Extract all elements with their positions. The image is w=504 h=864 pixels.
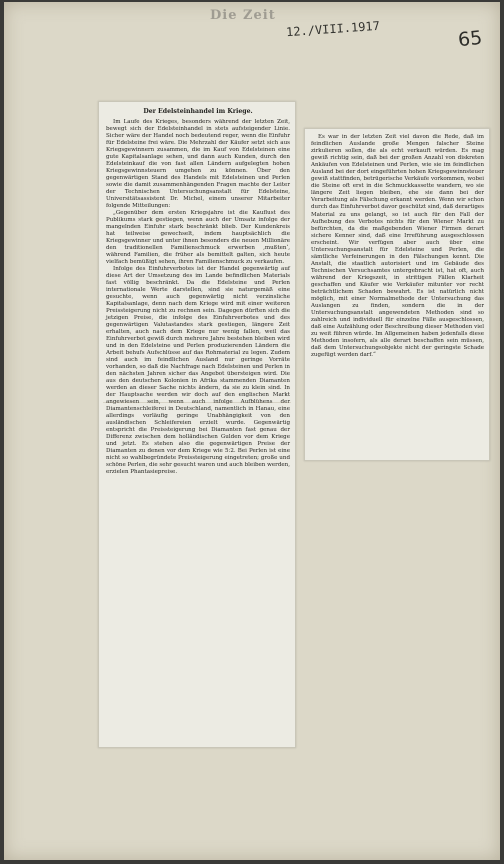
article-paragraph: „Gegenüber dem ersten Kriegsjahre ist die Kauflust des Publikums stark gestiegen, wenn auch der Umsatz infolge der mangelnden Einfuhr stark beschränkt blieb. Der Kundenkreis hat teilweise gewechselt, indem hauptsächlich die Kriegsgewinner und unter ihnen besonders die neuen Millionäre den traditionellen Familienschmuck erwerben ‚mußten‘, während Familien, die früher als bemittelt galten, sich heute vielfach bemüßigt sehen, ihren Familienschmuck zu verkaufen.	[106, 210, 290, 265]
clipping-right-column	[304, 128, 490, 461]
article-headline: Der Edelsteinhandel im Kriege.	[143, 108, 253, 115]
article-paragraph: Im Laufe des Krieges, besonders während der letzten Zeit, bewegt sich der Edelsteinhandel in stets aufsteigender Linie. Sicher wäre der Handel noch bedeutend reger, wenn die Einfuhr für Edelsteine frei wäre. Die Mehrzahl der Käufer setzt sich aus Kriegsgewinnern zusammen, die im Kauf von Edelsteinen eine gute Kapitalsanlage sehen, und dann auch Kunden, durch den Edelsteinkauf die von fast allen Ländern aufgelegten hohen Kriegsgewinnsteuern umgehen zu können. Über den gegenwärtigen Stand des Handels mit Edelsteinen und Perlen sowie die damit zusammenhängenden Fragen machte der Leiter der Technischen Untersuchungsanstalt für Edelsteine, Universitätsassistent Dr. Michel, einem unserer Mitarbeiter folgende Mitteilungen:	[106, 119, 290, 209]
article-paragraph: Infolge des Einfuhrverbotes ist der Handel gegenwärtig auf diese Art der Umsetzung des im Lande befindlichen Materials fast völlig beschränkt. Da die Edelsteine und Perlen internationale Werte darstellen, sind sie naturgemäß eine gesuchte, wenn auch gegenwärtig nicht verzinsliche Kapitalsanlage, denn nach dem Kriege wird mit einer weiteren Preissteigerung nicht zu rechnen sein. Dagegen dürften sich die jetzigen Preise, die infolge des Einfuhrverbotes und des gegenwärtigen Valutastandes stark gestiegen, längere Zeit erhalten, auch nach dem Kriege nur wenig fallen, weil das Einfuhrverbot gewiß durch mehrere Jahre bestehen bleiben wird und in den Edelsteine und Perlen produzierenden Ländern die Arbeit behufs Aufschlüsse auf das Rohmaterial zu legen. Zudem sind auch im feindlichen Ausland nur geringe Vorräte vorhanden, so daß die Nachfrage nach Edelsteinen und Perlen in den nächsten Jahren sicher das Angebot übersteigen wird. Die aus den deutschen Kolonien in Afrika stammenden Diamanten werden an dieser Sache nichts ändern, da sie zu klein sind. In der Hauptsache werden wir doch auf den englischen Markt angewiesen sein, wenn auch infolge Aufblühens der Diamantenschleiferei in Deutschland, namentlich in Hanau, eine allerdings vorläufig geringe Unabhängigkeit von den ausländischen Schleifereien erzielt wurde. Gegenwärtig entspricht die Preissteigerung bei Diamanten fast genau der Differenz zwischen dem holländischen Gulden vor dem Kriege und jetzt. Es stehen also die gegenwärtigen Preise der Diamanten zu denen vor dem Kriege wie 5:2. Bei Perlen ist eine nicht so wahlbegründete Preissteigerung eingetreten; große und schöne Perlen, die sehr gesucht waren und auch bleiben werden, erzielen Phantasiepreise.	[106, 266, 290, 475]
archive-sheet	[4, 2, 500, 860]
article-paragraph: Es war in der letzten Zeit viel davon die Rede, daß im feindlichen Auslande große Mengen falscher Steine zirkulieren sollen, die als echt verkauft würden. Es mag gewiß richtig sein, daß bei der großen Anzahl von diskreten Ankäufen von Edelsteinen und Perlen, wie sie im feindlichen Ausland bei der dort eingeführten hohen Kriegsgewinnsteuer gewiß stattfinden, betrügerische Verkäufe vorkommen, wobei die Steine oft erst in die Schmuckkassette wandern, wo sie längere Zeit liegen bleiben, ehe sie dann bei der Verarbeitung als Fälschung erkannt werden. Wenn wir schon durch das Einfuhrverbot davor geschützt sind, daß derartiges Material zu uns gelangt, so ist auch für den Fall der Aufhebung des Verbotes nichts für den Wiener Markt zu befürchten, da die maßgebenden Wiener Firmen derart sichere Kenner sind, daß eine Irreführung ausgeschlossen erscheint. Wir verfügen aber auch über eine Untersuchungsanstalt für Edelsteine und Perlen, die sämtliche Verfeinerungen in den Fälschungen kennt. Die Anstalt, die staatlich autorisiert und im Gebäude des Technischen Versuchsamtes untergebracht ist, hat oft, auch während der Kriegszeit, in strittigen Fällen Klarheit geschaffen und Käufer wie Verkäufer mitunter vor recht beträchtlichem Schaden bewahrt. Es ist natürlich nicht möglich, mit einer Normalmethode der Untersuchung das Auslangen zu finden, sondern die in der Untersuchungsanstalt angewendeten Methoden sind so zahlreich und individuell für einzelne Fälle ausgeschlossen, daß eine Aufzählung oder Beschreibung dieser Methoden viel zu weit führen würde. Im Allgemeinen haben jedenfalls diese Methoden insofern, als alle derart beschaffen sein müssen, daß dem Untersuchungsobjekte nicht der geringste Schade zugefügt werden darf.“	[311, 134, 484, 359]
newspaper-masthead-stamp: Die Zeit	[210, 8, 276, 23]
folio-number: 65	[456, 26, 484, 52]
handwritten-date: 12./VIII.1917	[285, 18, 381, 40]
paper-crease	[103, 402, 291, 403]
clipping-left-column	[98, 101, 296, 748]
